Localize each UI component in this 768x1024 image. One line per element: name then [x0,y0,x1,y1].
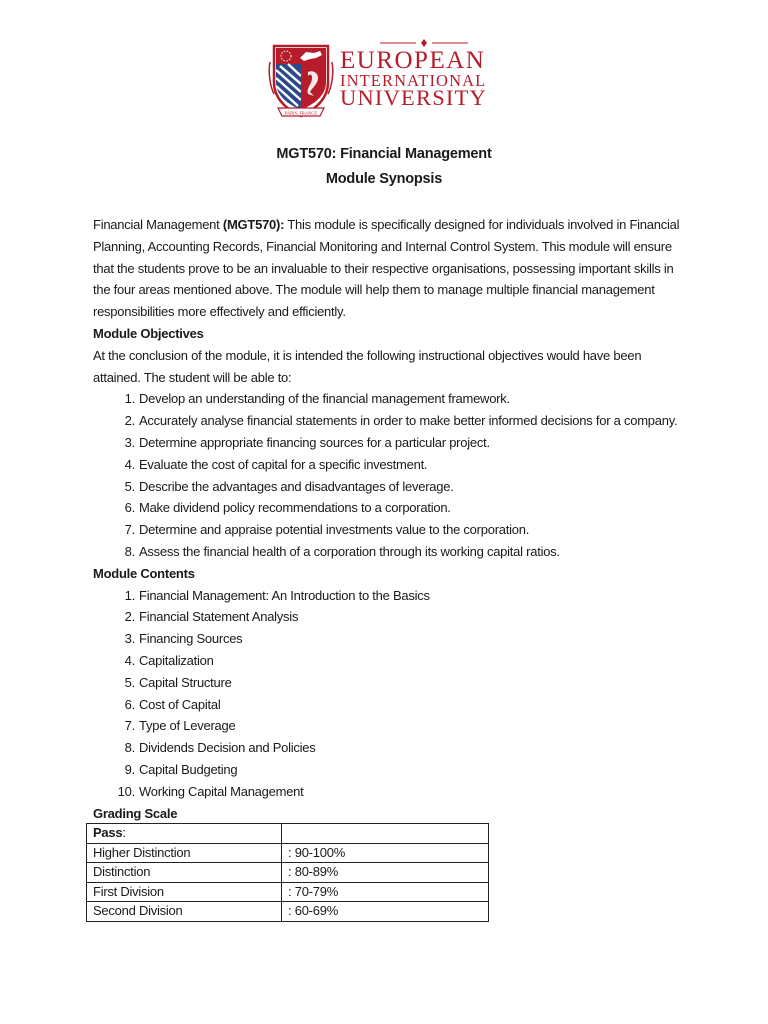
list-item [93,759,683,781]
list-item [93,432,683,454]
ornament-divider-icon [380,39,468,47]
list-number: 3. [124,434,135,450]
list-text: Evaluate the cost of capital for a specific investment. [139,456,428,472]
list-number: 3. [124,631,135,647]
logo-line-international: INTERNATIONAL [340,71,487,90]
list-text: Accurately analyse financial statements in order to make better informed decisions for a company. [139,413,678,429]
logo-line-european: EUROPEAN [340,47,486,74]
range-cell: : 80-89% [282,863,489,883]
list-text: Working Capital Management [139,783,304,799]
list-text: Assess the financial health of a corporation through its working capital ratios. [139,543,560,559]
list-text: Determine appropriate financing sources for a particular project. [139,434,490,450]
objectives-heading: Module Objectives [93,325,204,341]
list-number: 6. [124,500,135,516]
university-wordmark [340,42,508,112]
list-item [93,606,683,628]
document-title: MGT570: Financial Management [276,146,492,162]
intro-line: responsibilities more effectively and efficiently. [93,304,346,320]
list-text: Dividends Decision and Policies [139,740,316,756]
list-text: Capital Structure [139,674,232,690]
list-text: Financial Management: An Introduction to the Basics [139,587,430,603]
table-header-cell [87,824,282,844]
list-number: 6. [124,696,135,712]
list-number: 4. [124,456,135,472]
document-subtitle: Module Synopsis [325,171,443,187]
list-item [93,541,683,563]
intro-course-code: (MGT570): [222,217,285,232]
list-number: 1. [124,391,135,407]
list-number: 9. [124,761,135,777]
list-item [93,781,683,803]
intro-line: that the students prove to be an invaluable to their respective organisations, possessing important skills in [93,260,674,276]
list-item [93,715,683,737]
list-number: 2. [124,609,135,625]
list-number: 10. [117,783,135,799]
list-number: 1. [124,587,135,603]
list-text: Financial Statement Analysis [139,609,299,625]
grading-heading: Grading Scale [93,805,178,821]
table-header-row [87,824,489,844]
pass-colon: : [122,825,126,841]
list-text: Determine and appraise potential investments value to the corporation. [139,522,530,538]
objectives-intro-line: At the conclusion of the module, it is intended the following instructional objectives would have been [93,347,642,363]
list-text: Financing Sources [139,631,243,647]
list-number: 7. [124,522,135,538]
list-item [93,737,683,759]
grade-cell: Higher Distinction [87,843,282,863]
grade-cell: Distinction [87,863,282,883]
table-header-cell-empty [282,824,489,844]
list-number: 4. [124,652,135,668]
list-text: Cost of Capital [139,696,221,712]
table-row [87,902,489,922]
logo-line-university: UNIVERSITY [340,85,487,110]
list-number: 5. [124,478,135,494]
list-item [93,519,683,541]
list-text: Develop an understanding of the financial management framework. [139,391,510,407]
list-number: 7. [124,718,135,734]
intro-line: Planning, Accounting Records, Financial Monitoring and Internal Control System. This module will ensure [93,238,672,254]
list-number: 8. [124,543,135,559]
list-text: Type of Leverage [139,718,236,734]
list-item [93,694,683,716]
list-text: Make dividend policy recommendations to a corporation. [139,500,451,516]
list-item [93,672,683,694]
intro-line: the four areas mentioned above. The module will help them to manage multiple financial management [93,282,655,298]
grade-cell: First Division [87,882,282,902]
range-cell: : 90-100% [282,843,489,863]
intro-line: This module is specifically designed for individuals involved in Financial [284,217,680,232]
list-number: 5. [124,674,135,690]
table-row [87,843,489,863]
grade-cell: Second Division [87,902,282,922]
list-item [93,410,683,432]
list-item [93,497,683,519]
list-item [93,476,683,498]
university-crest-icon [268,42,334,120]
document-body [93,214,683,824]
list-text: Describe the advantages and disadvantages of leverage. [139,478,454,494]
list-number: 2. [124,413,135,429]
list-item [93,650,683,672]
list-text: Capital Budgeting [139,761,238,777]
range-cell: : 70-79% [282,882,489,902]
list-item [93,388,683,410]
list-item [93,585,683,607]
crest-ribbon-text: PARIS, FRANCE [284,110,318,116]
contents-heading: Module Contents [93,565,195,581]
list-item [93,454,683,476]
intro-paragraph [93,214,683,323]
university-logo [268,42,508,122]
objectives-intro-line: attained. The student will be able to: [93,369,292,385]
pass-label: Pass [93,825,123,841]
list-item [93,628,683,650]
grading-table [86,823,489,922]
objectives-intro [93,345,683,389]
contents-list [93,585,683,803]
list-text: Capitalization [139,652,214,668]
objectives-list [93,388,683,562]
table-row [87,882,489,902]
table-row [87,863,489,883]
range-cell: : 60-69% [282,902,489,922]
intro-lead: Financial Management [93,217,223,232]
list-number: 8. [124,740,135,756]
